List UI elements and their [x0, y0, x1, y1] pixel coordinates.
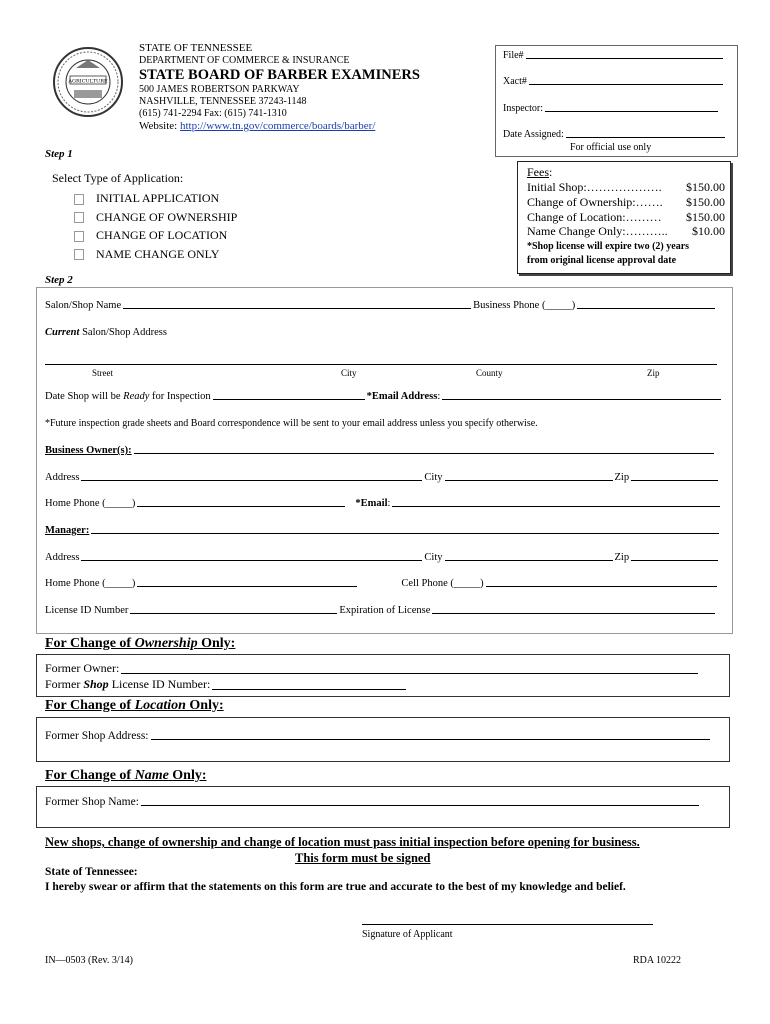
name-title-post: Only:: [172, 768, 207, 783]
name-title-pre: For Change of: [45, 768, 132, 783]
former-shop-label: Shop: [83, 677, 109, 691]
owner-email-field[interactable]: [392, 505, 720, 507]
signature-line[interactable]: [362, 924, 653, 925]
fee-label: Name Change Only:………..: [527, 224, 668, 239]
must-be-signed: This form must be signed: [295, 851, 431, 865]
inspector-field[interactable]: [545, 110, 718, 112]
former-address-field[interactable]: [151, 738, 711, 740]
manager-city-field[interactable]: [445, 559, 613, 561]
date-shop-post: for Inspection: [152, 391, 211, 402]
affirmation: I hereby swear or affirm that the statements on this form are true and accurate to the best of my knowledge and belief.: [45, 881, 626, 893]
owner-city-label: City: [424, 472, 443, 483]
state-label: State of Tennessee:: [45, 866, 138, 878]
ownership-title-em: Ownership: [134, 636, 198, 651]
manager-address-label: Address: [45, 552, 80, 563]
business-phone-label: Business Phone (_____): [473, 300, 576, 311]
fees-title: Fees: [527, 165, 549, 179]
rda-number: RDA 10222: [633, 955, 682, 966]
business-phone-field[interactable]: [577, 307, 715, 309]
option-label: CHANGE OF OWNERSHIP: [96, 209, 238, 224]
fee-label: Change of Ownership:…….: [527, 194, 663, 209]
owner-home-phone-field[interactable]: [137, 505, 345, 507]
option-name-change[interactable]: [74, 245, 237, 264]
expiration-field[interactable]: [432, 612, 715, 614]
website-label: Website:: [139, 120, 178, 132]
manager-zip-field[interactable]: [631, 559, 718, 561]
email-address-label: *Email Address: [366, 391, 438, 402]
form-id: IN—0503 (Rev. 3/14): [45, 955, 133, 966]
owner-city-field[interactable]: [445, 479, 613, 481]
option-label: INITIAL APPLICATION: [96, 191, 220, 205]
business-owners-field[interactable]: [134, 452, 714, 454]
header-address: 500 JAMES ROBERTSON PARKWAY: [139, 84, 300, 95]
street-label: Street: [92, 368, 113, 378]
date-assigned-field[interactable]: [566, 136, 725, 138]
license-id-field[interactable]: [130, 612, 337, 614]
owner-zip-label: Zip: [614, 472, 630, 483]
owner-address-label: Address: [45, 472, 80, 483]
ownership-title-post: Only:: [201, 636, 236, 651]
step1-prompt: Select Type of Application:: [52, 171, 184, 185]
manager-home-phone-label: Home Phone (_____): [45, 578, 136, 589]
checkbox-ownership[interactable]: [74, 212, 84, 223]
fees-note-1: *Shop license will expire two (2) years: [527, 241, 690, 252]
former-name-label: Former Shop Name:: [45, 796, 139, 808]
manager-cell-phone-label: Cell Phone (_____): [401, 578, 484, 589]
date-shop-pre: Date Shop will be: [45, 391, 121, 402]
manager-label: Manager:: [45, 525, 90, 536]
salon-name-field[interactable]: [123, 307, 471, 309]
ready-label: Ready: [123, 391, 150, 402]
owner-zip-field[interactable]: [631, 479, 718, 481]
state-seal: [52, 46, 124, 118]
seal-text: AGRICULTURE: [68, 78, 108, 85]
current-address-field[interactable]: [45, 364, 717, 365]
manager-zip-label: Zip: [614, 552, 630, 563]
former-owner-label: Former Owner:: [45, 661, 120, 675]
fees-box: Fees: Initial Shop:………………. $150.00 Change of Ownership:……. $150.00 Change of Location:……… $150.00 Name Change Only:……….. $10.00 *Shop license will expire two (2) years from original license approval date: [517, 161, 731, 274]
expiration-label: Expiration of License: [339, 605, 431, 616]
former-pre: Former: [45, 677, 81, 691]
header-phone: (615) 741-2294 Fax: (615) 741-1310: [139, 108, 287, 119]
checkbox-initial[interactable]: [74, 194, 84, 205]
former-license-label: License ID Number:: [111, 677, 211, 691]
name-title: [45, 768, 207, 784]
future-note: *Future inspection grade sheets and Board correspondence will be sent to your email address unless you specify otherwise.: [45, 418, 538, 429]
email-address-field[interactable]: [442, 398, 721, 400]
date-assigned-label: Date Assigned:: [503, 129, 564, 140]
step2-label: Step 2: [45, 274, 73, 286]
former-license-field[interactable]: [212, 688, 406, 690]
manager-address-field[interactable]: [81, 559, 422, 561]
official-use-box: [495, 45, 738, 157]
license-id-label: License ID Number: [45, 605, 129, 616]
county-label: County: [476, 368, 503, 378]
location-title-post: Only:: [189, 698, 224, 713]
checkbox-location[interactable]: [74, 231, 84, 242]
location-title-pre: For Change of: [45, 698, 132, 713]
header-board: STATE BOARD OF BARBER EXAMINERS: [139, 67, 420, 83]
option-initial[interactable]: [74, 189, 237, 208]
website-link[interactable]: http://www.tn.gov/commerce/boards/barber/: [179, 120, 376, 132]
fee-amount: $10.00: [692, 224, 725, 239]
step1-label: Step 1: [45, 148, 73, 160]
business-owners-label: Business Owner(s):: [45, 445, 132, 456]
header-state: STATE OF TENNESSEE: [139, 42, 253, 54]
header-dept: DEPARTMENT OF COMMERCE & INSURANCE: [139, 55, 350, 66]
inspector-label: Inspector:: [503, 103, 543, 114]
manager-cell-phone-field[interactable]: [486, 585, 717, 587]
signature-label: Signature of Applicant: [362, 929, 453, 940]
zip-label: Zip: [647, 368, 660, 378]
official-note: For official use only: [570, 142, 652, 153]
former-address-label: Former Shop Address:: [45, 730, 149, 742]
fee-amount: $150.00: [686, 209, 725, 224]
fees-note-2: from original license approval date: [527, 255, 677, 266]
fee-label: Change of Location:………: [527, 209, 662, 224]
file-field[interactable]: [526, 57, 723, 59]
manager-city-label: City: [424, 552, 443, 563]
owner-home-phone-label: Home Phone (_____): [45, 498, 136, 509]
owner-address-field[interactable]: [81, 479, 422, 481]
salon-address-label: Salon/Shop Address: [82, 327, 167, 338]
location-title-em: Location: [134, 698, 186, 713]
fee-amount: $150.00: [686, 180, 725, 194]
xact-field[interactable]: [529, 83, 723, 85]
current-label: Current: [45, 327, 80, 338]
salon-name-label: Salon/Shop Name: [45, 300, 122, 311]
owner-email-label: *Email: [355, 498, 388, 509]
checkbox-name-change[interactable]: [74, 249, 84, 260]
application-type-list: [74, 189, 237, 263]
xact-label: Xact#: [503, 76, 527, 87]
fee-label: Initial Shop:……………….: [527, 180, 662, 194]
fee-amount: $150.00: [686, 194, 725, 209]
manager-field[interactable]: [91, 532, 719, 534]
name-title-em: Name: [134, 768, 169, 783]
header-city: NASHVILLE, TENNESSEE 37243-1148: [139, 96, 307, 107]
ownership-title: [45, 636, 235, 652]
option-label: NAME CHANGE ONLY: [96, 246, 220, 261]
inspection-notice: New shops, change of ownership and change of location must pass initial inspection before opening for business.: [45, 835, 640, 849]
manager-home-phone-field[interactable]: [137, 585, 357, 587]
former-name-field[interactable]: [141, 804, 699, 806]
option-location[interactable]: [74, 226, 237, 245]
former-owner-field[interactable]: [121, 672, 698, 674]
city-label: City: [341, 368, 357, 378]
fees-list: [527, 180, 725, 239]
file-label: File#: [503, 50, 524, 61]
inspection-date-field[interactable]: [213, 398, 365, 400]
option-ownership[interactable]: [74, 208, 237, 227]
ownership-title-pre: For Change of: [45, 636, 132, 651]
option-label: CHANGE OF LOCATION: [96, 228, 228, 242]
location-title: [45, 698, 224, 714]
